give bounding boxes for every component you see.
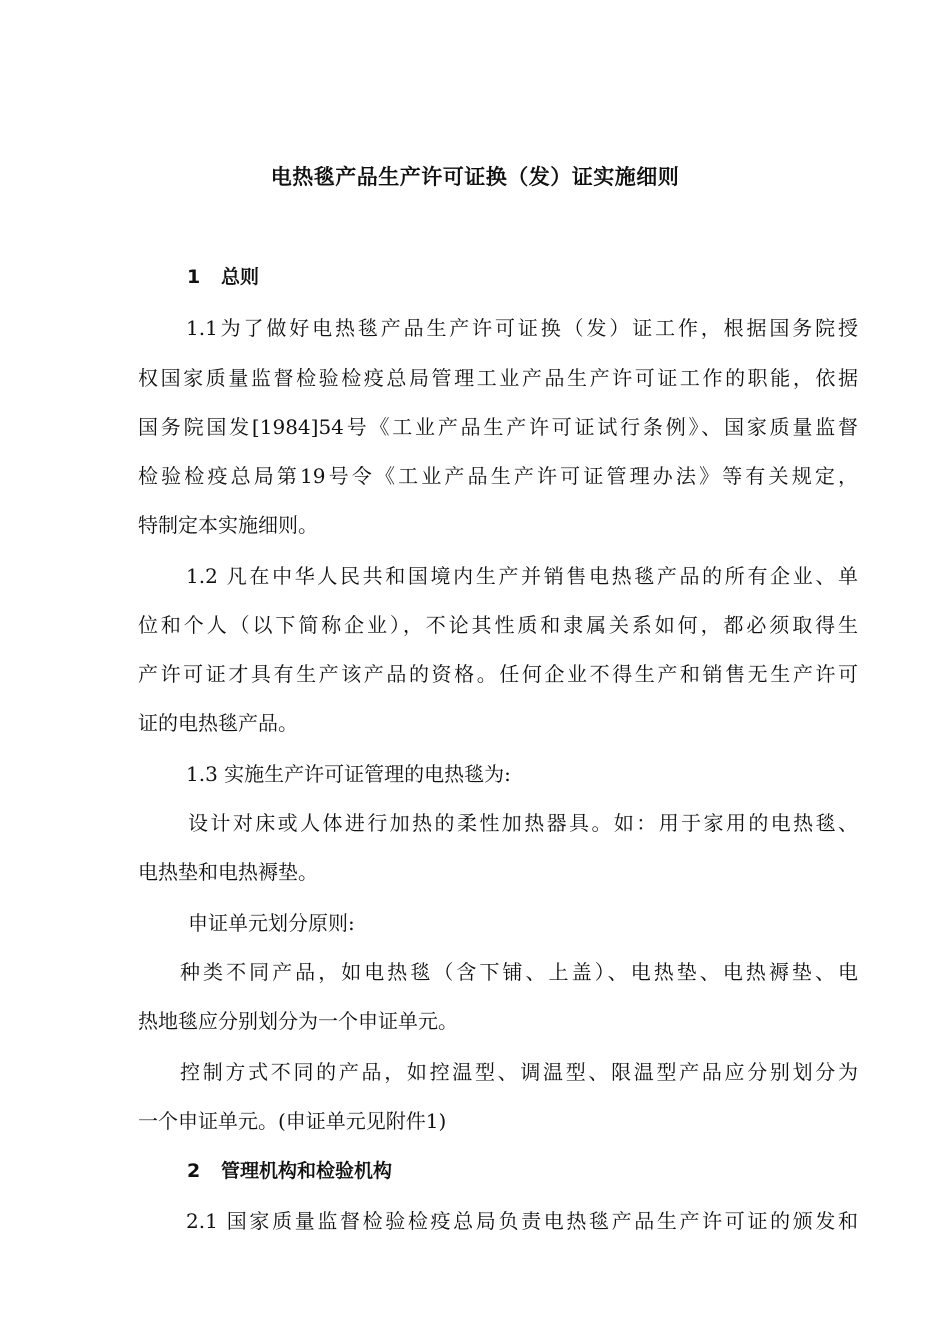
document-title: 电热毯产品生产许可证换（发）证实施细则	[270, 165, 680, 189]
section-title: 总则	[221, 266, 260, 288]
section-heading-1	[187, 262, 259, 292]
paragraph-line: 1.3 实施生产许可证管理的电热毯为:	[186, 762, 511, 786]
section-number: 1	[187, 266, 201, 288]
paragraph-line: 种类不同产品，如电热毯（含下铺、上盖）、电热垫、电热褥垫、电	[180, 960, 858, 984]
paragraph-line: 国务院国发[1984]54号《工业产品生产许可证试行条例》、国家质量监督	[138, 415, 858, 439]
paragraph-line: 一个申证单元。(申证单元见附件1)	[138, 1109, 447, 1133]
section-title: 管理机构和检验机构	[221, 1160, 393, 1182]
paragraph-line: 设计对床或人体进行加热的柔性加热器具。如：用于家用的电热毯、	[188, 811, 858, 835]
paragraph-line: 申证单元划分原则:	[188, 911, 355, 935]
paragraph-line: 2.1 国家质量监督检验检疫总局负责电热毯产品生产许可证的颁发和	[186, 1209, 858, 1233]
paragraph-line: 特制定本实施细则。	[138, 513, 318, 537]
paragraph-line: 控制方式不同的产品，如控温型、调温型、限温型产品应分别划分为	[180, 1060, 858, 1084]
paragraph-line: 1.1为了做好电热毯产品生产许可证换（发）证工作，根据国务院授	[186, 316, 858, 340]
paragraph-line: 电热垫和电热褥垫。	[138, 860, 318, 884]
section-number: 2	[187, 1160, 201, 1182]
paragraph-line: 权国家质量监督检验检疫总局管理工业产品生产许可证工作的职能，依据	[138, 366, 858, 390]
paragraph-line: 热地毯应分别划分为一个申证单元。	[138, 1009, 458, 1033]
paragraph-line: 1.2 凡在中华人民共和国境内生产并销售电热毯产品的所有企业、单	[186, 564, 858, 588]
paragraph-line: 位和个人（以下简称企业），不论其性质和隶属关系如何，都必须取得生	[138, 613, 858, 637]
paragraph-line: 检验检疫总局第19号令《工业产品生产许可证管理办法》等有关规定，	[138, 464, 858, 488]
paragraph-line: 产许可证才具有生产该产品的资格。任何企业不得生产和销售无生产许可	[138, 662, 858, 686]
section-heading-2	[187, 1156, 392, 1186]
paragraph-line: 证的电热毯产品。	[138, 711, 298, 735]
